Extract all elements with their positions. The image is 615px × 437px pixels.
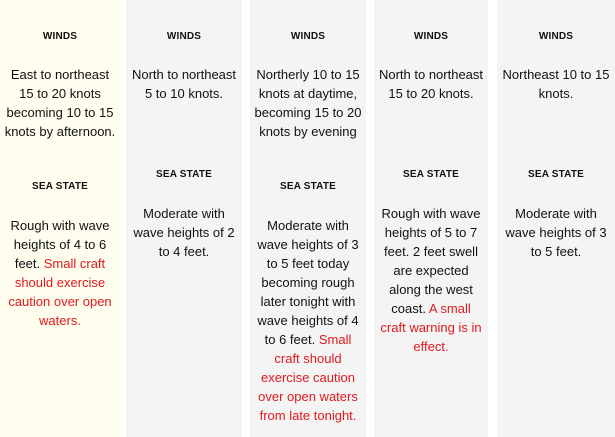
forecast-column-4: [374, 0, 488, 437]
sea-state-description: Rough with wave heights of 5 to 7 feet. 2 feet swell are expected along the west coast.: [381, 206, 481, 316]
winds-header: WINDS: [166, 31, 202, 42]
winds-header: WINDS: [42, 31, 78, 42]
sea-state-warning: A small craft warning is in effect.: [380, 301, 482, 354]
forecast-column-1: [0, 0, 120, 437]
sea-state-text: [126, 204, 242, 261]
sea-state-header: SEA STATE: [155, 169, 213, 180]
sea-state-text: [250, 216, 366, 425]
sea-state-header: SEA STATE: [31, 181, 89, 192]
winds-header: WINDS: [290, 31, 326, 42]
forecast-column-3: [250, 0, 366, 437]
sea-state-warning: Small craft should exercise caution over open waters.: [8, 256, 112, 328]
winds-header: WINDS: [413, 31, 449, 42]
sea-state-description: Rough with wave heights of 4 to 6 feet.: [10, 218, 110, 271]
sea-state-header: SEA STATE: [402, 169, 460, 180]
sea-state-header: SEA STATE: [527, 169, 585, 180]
winds-text: East to northeast 15 to 20 knots becoming 10 to 15 knots by afternoon.: [4, 67, 116, 139]
sea-state-description: Moderate with wave heights of 3 to 5 feet today becoming rough later tonight with wave heights of 4 to 6 feet.: [257, 218, 359, 347]
sea-state-text: [374, 204, 488, 356]
sea-state-header: SEA STATE: [279, 181, 337, 192]
sea-state-description: Moderate with wave heights of 2 to 4 feet.: [133, 206, 235, 259]
winds-text: Northerly 10 to 15 knots at daytime, becoming 15 to 20 knots by evening: [254, 67, 362, 139]
winds-text: North to northeast 15 to 20 knots.: [378, 67, 484, 101]
sea-state-description: Moderate with wave heights of 3 to 5 feet.: [505, 206, 607, 259]
winds-text: Northeast 10 to 15 knots.: [502, 67, 610, 101]
sea-state-text: [497, 204, 615, 261]
winds-header: WINDS: [538, 31, 574, 42]
sea-state-warning: Small craft should exercise caution over open waters from late tonight.: [258, 332, 358, 423]
winds-text: North to northeast 5 to 10 knots.: [131, 67, 237, 101]
forecast-column-2: [126, 0, 242, 437]
sea-state-text: [0, 216, 120, 330]
forecast-column-5: [497, 0, 615, 437]
